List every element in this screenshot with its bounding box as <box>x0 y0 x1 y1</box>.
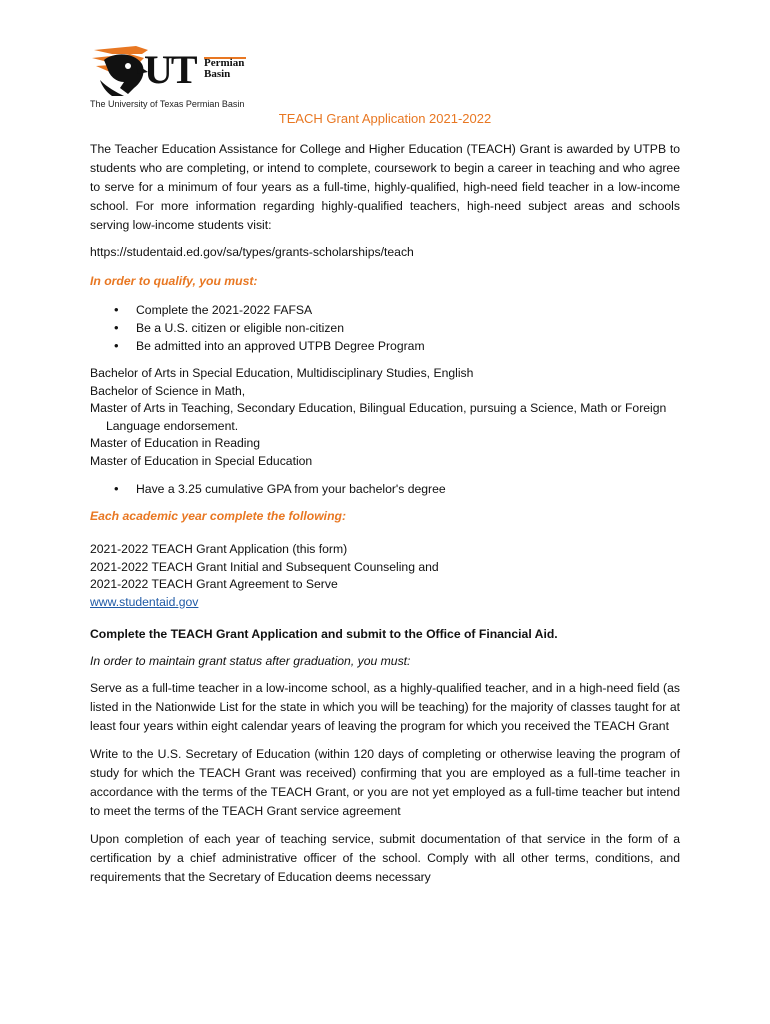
list-item: • Be admitted into an approved UTPB Degree Program <box>136 337 680 355</box>
certification-paragraph: Upon completion of each year of teaching service, submit documentation of that service in the form of a certification by a chief administrative officer of the school. Comply with all other terms, conditions, and requirements that the Secretary of Education deems necessary <box>90 832 680 884</box>
logo-ut-text: UT <box>144 47 196 92</box>
yearly-list <box>90 541 680 611</box>
logo-line-2: Basin <box>204 68 231 80</box>
studentaid-link[interactable]: www.studentaid.gov <box>90 594 199 609</box>
yearly-item: 2021-2022 TEACH Grant Agreement to Serve <box>90 577 338 591</box>
program-item: Bachelor of Arts in Special Education, Multidisciplinary Studies, English <box>90 366 474 380</box>
yearly-item: 2021-2022 TEACH Grant Initial and Subsequent Counseling and <box>90 559 439 574</box>
program-item: Master of Education in Reading <box>90 436 261 450</box>
qualify-heading: In order to qualify, you must: <box>90 274 258 288</box>
program-list <box>90 365 680 470</box>
program-item: Master of Arts in Teaching, Secondary Education, Bilingual Education, pursuing a Science, Math or Foreign Language endorsement. <box>90 401 667 433</box>
program-item: Bachelor of Science in Math, <box>90 383 246 398</box>
submit-instruction: Complete the TEACH Grant Application and submit to the Office of Financial Aid. <box>90 627 558 641</box>
program-item: Master of Education in Special Education <box>90 453 313 468</box>
qualify-list <box>90 301 680 355</box>
list-item: • Have a 3.25 cumulative GPA from your bachelor's degree <box>136 480 680 498</box>
gpa-list <box>90 480 680 498</box>
service-paragraph: Serve as a full-time teacher in a low-income school, as a highly-qualified teacher, and in a high-need field (as listed in the Nationwide List for the state in which you will be teaching) for the majority of classes taught for at least four years within eight calendar years of leaving the program for which you received the TEACH Grant <box>90 681 680 733</box>
logo-campus-text <box>204 58 244 80</box>
info-url: https://studentaid.ed.gov/sa/types/grants-scholarships/teach <box>90 245 414 259</box>
document-body <box>90 140 680 887</box>
falcon-head-logo-icon <box>90 42 150 98</box>
page-title: TEACH Grant Application 2021-2022 <box>278 111 492 126</box>
utpb-logo <box>90 42 250 98</box>
list-item: • Complete the 2021-2022 FAFSA <box>136 301 680 319</box>
yearly-item: 2021-2022 TEACH Grant Application (this form) <box>90 542 348 556</box>
intro-paragraph: The Teacher Education Assistance for College and Higher Education (TEACH) Grant is awarded by UTPB to students who are completing, or intend to complete, coursework to begin a career in teaching and who agree to serve for a minimum of four years as a full-time, highly-qualified, high-need field teacher in a low-income school. For more information regarding highly-qualified teachers, high-need subject areas and schools serving low-income students visit: <box>90 142 680 232</box>
maintain-heading: In order to maintain grant status after graduation, you must: <box>90 654 411 668</box>
yearly-heading: Each academic year complete the following: <box>90 509 347 523</box>
institution-caption: The University of Texas Permian Basin <box>90 99 245 109</box>
list-item: • Be a U.S. citizen or eligible non-citizen <box>136 319 680 337</box>
logo-line-1: Permian <box>204 57 245 69</box>
notify-paragraph: Write to the U.S. Secretary of Education (within 120 days of completing or otherwise leaving the program of study for which the TEACH Grant was received) confirming that you are employed as a full-time teacher in accordance with the terms of the TEACH Grant, or you are not yet employed as a full-time teacher but intend to meet the terms of the TEACH Grant service agreement <box>90 747 680 818</box>
